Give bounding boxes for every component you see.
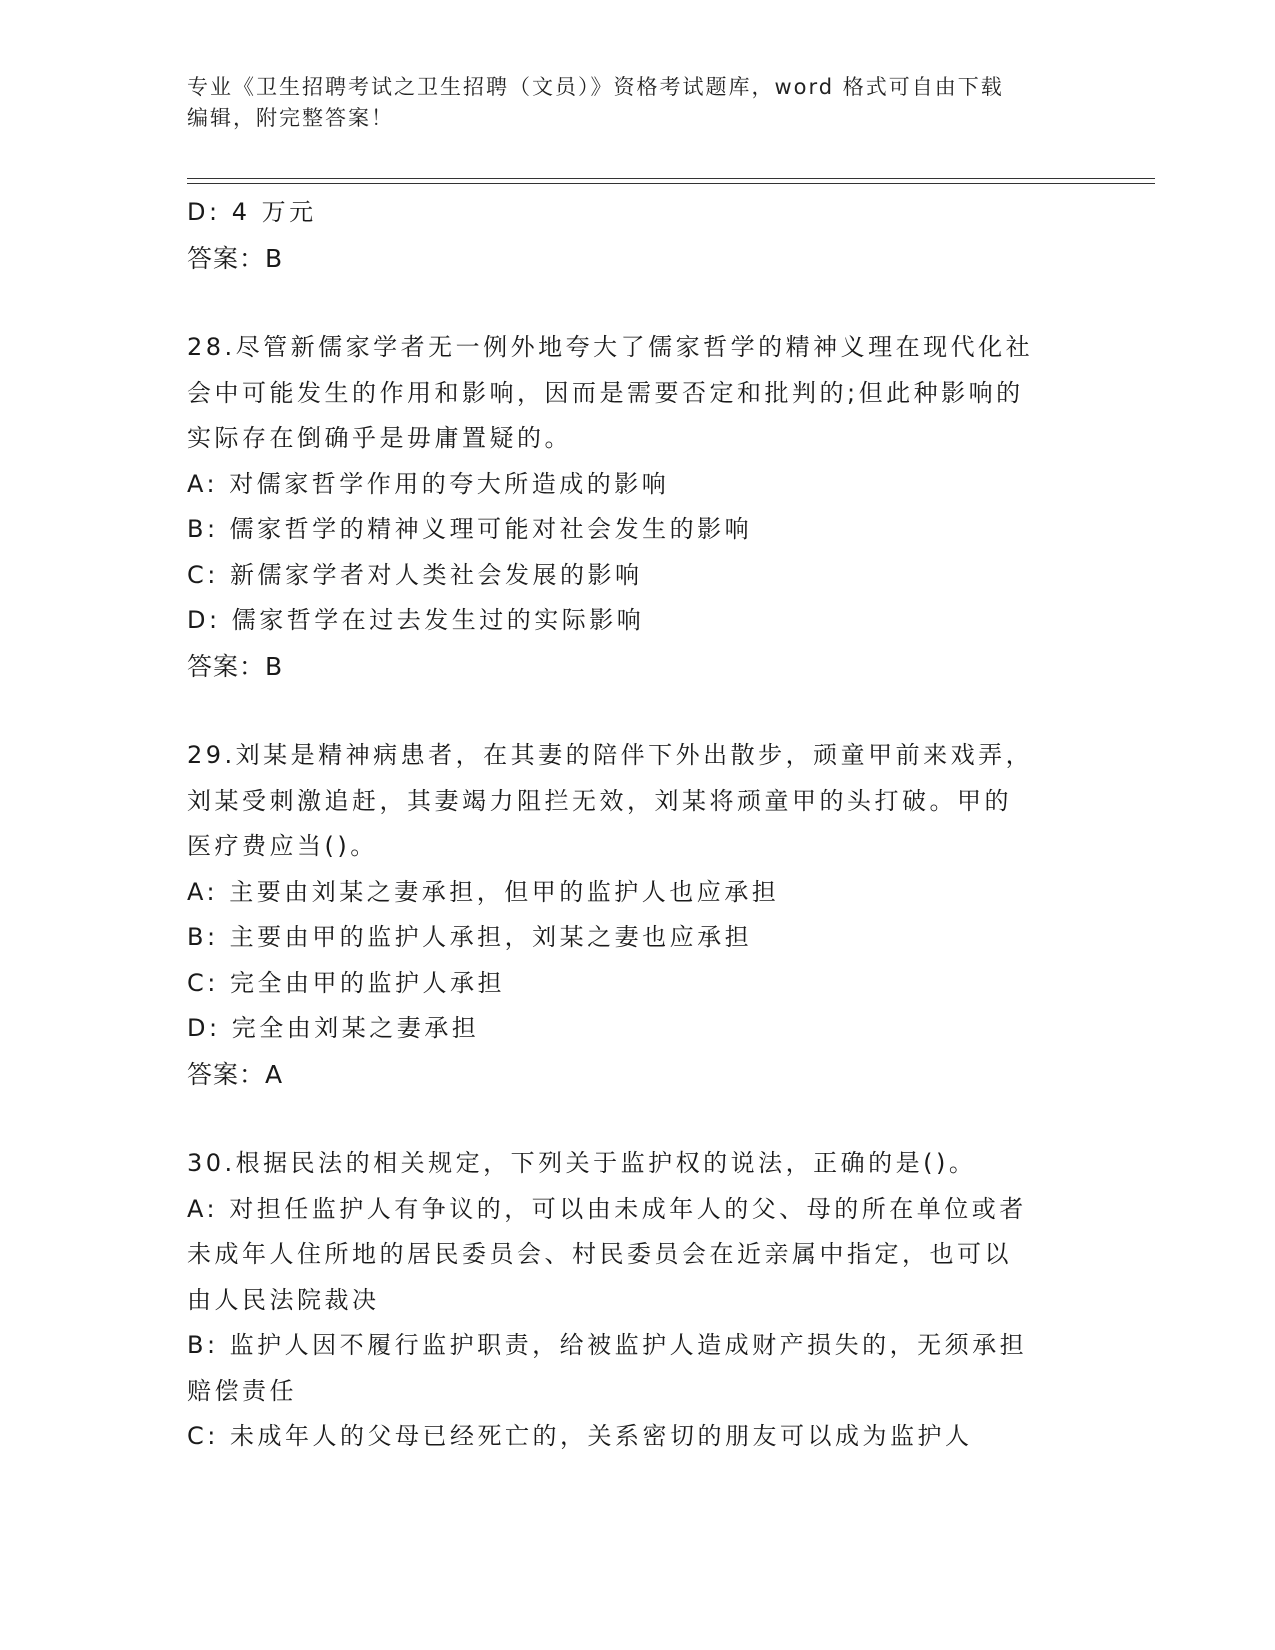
header-line-1: 专业《卫生招聘考试之卫生招聘（文员）》资格考试题库，word 格式可自由下载 xyxy=(187,75,1004,99)
option-text: C: 未成年人的父母已经死亡的，关系密切的朋友可以成为监护人 xyxy=(187,1422,973,1450)
option-d xyxy=(187,1006,1087,1052)
answer-line: 答案：A xyxy=(187,1059,284,1089)
option-a xyxy=(187,870,1087,916)
header-divider-top xyxy=(187,178,1155,179)
option-c xyxy=(187,553,1087,599)
option-b xyxy=(187,915,1087,961)
option-b xyxy=(187,1323,1087,1414)
option-text: A: 对担任监护人有争议的，可以由未成年人的父、母的所在单位或者 xyxy=(187,1194,1027,1223)
spacer xyxy=(187,281,1087,325)
option-text: B: 监护人因不履行监护职责，给被监护人造成财产损失的，无须承担 xyxy=(187,1331,1028,1359)
option-a xyxy=(187,1187,1087,1324)
question-stem xyxy=(187,325,1087,462)
option-text: A: 主要由刘某之妻承担，但甲的监护人也应承担 xyxy=(187,877,780,906)
option-d: D: 4 万元 xyxy=(187,198,317,226)
stem-line: 30.根据民法的相关规定，下列关于监护权的说法，正确的是()。 xyxy=(187,1149,977,1177)
question-stem xyxy=(187,733,1087,870)
option-b xyxy=(187,507,1087,553)
spacer xyxy=(187,689,1087,733)
spacer xyxy=(187,1097,1087,1141)
stem-line: 29.刘某是精神病患者，在其妻的陪伴下外出散步，顽童甲前来戏弄， xyxy=(187,741,1034,769)
question-stem xyxy=(187,1141,1087,1187)
option-text: D: 儒家哲学在过去发生过的实际影响 xyxy=(187,606,645,634)
option-text: 由人民法院裁决 xyxy=(187,1285,380,1314)
option-text: 未成年人住所地的居民委员会、村民委员会在近亲属中指定，也可以 xyxy=(187,1240,1012,1268)
page-header xyxy=(187,72,1087,134)
header-divider-bottom xyxy=(187,183,1155,184)
option-d xyxy=(187,598,1087,644)
option-text: D: 完全由刘某之妻承担 xyxy=(187,1014,480,1042)
answer-line: 答案：B xyxy=(187,243,284,273)
previous-question-tail xyxy=(187,190,1087,281)
stem-line: 刘某受刺激追赶，其妻竭力阻拦无效，刘某将顽童甲的头打破。甲的 xyxy=(187,786,1012,815)
option-c xyxy=(187,1414,1087,1460)
option-text: C: 新儒家学者对人类社会发展的影响 xyxy=(187,560,643,589)
question-28 xyxy=(187,325,1087,689)
option-text: B: 儒家哲学的精神义理可能对社会发生的影响 xyxy=(187,515,753,543)
option-c xyxy=(187,961,1087,1007)
option-text: C: 完全由甲的监护人承担 xyxy=(187,968,505,997)
question-content xyxy=(187,190,1087,1460)
question-29 xyxy=(187,733,1087,1097)
stem-line: 会中可能发生的作用和影响，因而是需要否定和批判的;但此种影响的 xyxy=(187,378,1024,407)
option-a xyxy=(187,462,1087,508)
option-text: B: 主要由甲的监护人承担，刘某之妻也应承担 xyxy=(187,923,753,951)
answer-line: 答案：B xyxy=(187,651,284,681)
stem-line: 28.尽管新儒家学者无一例外地夸大了儒家哲学的精神义理在现代化社 xyxy=(187,333,1034,361)
stem-line: 医疗费应当()。 xyxy=(187,832,378,860)
question-30 xyxy=(187,1141,1087,1460)
option-text: 赔偿责任 xyxy=(187,1376,297,1405)
option-text: A: 对儒家哲学作用的夸大所造成的影响 xyxy=(187,469,670,498)
header-line-2: 编辑，附完整答案！ xyxy=(187,106,394,130)
stem-line: 实际存在倒确乎是毋庸置疑的。 xyxy=(187,424,572,452)
